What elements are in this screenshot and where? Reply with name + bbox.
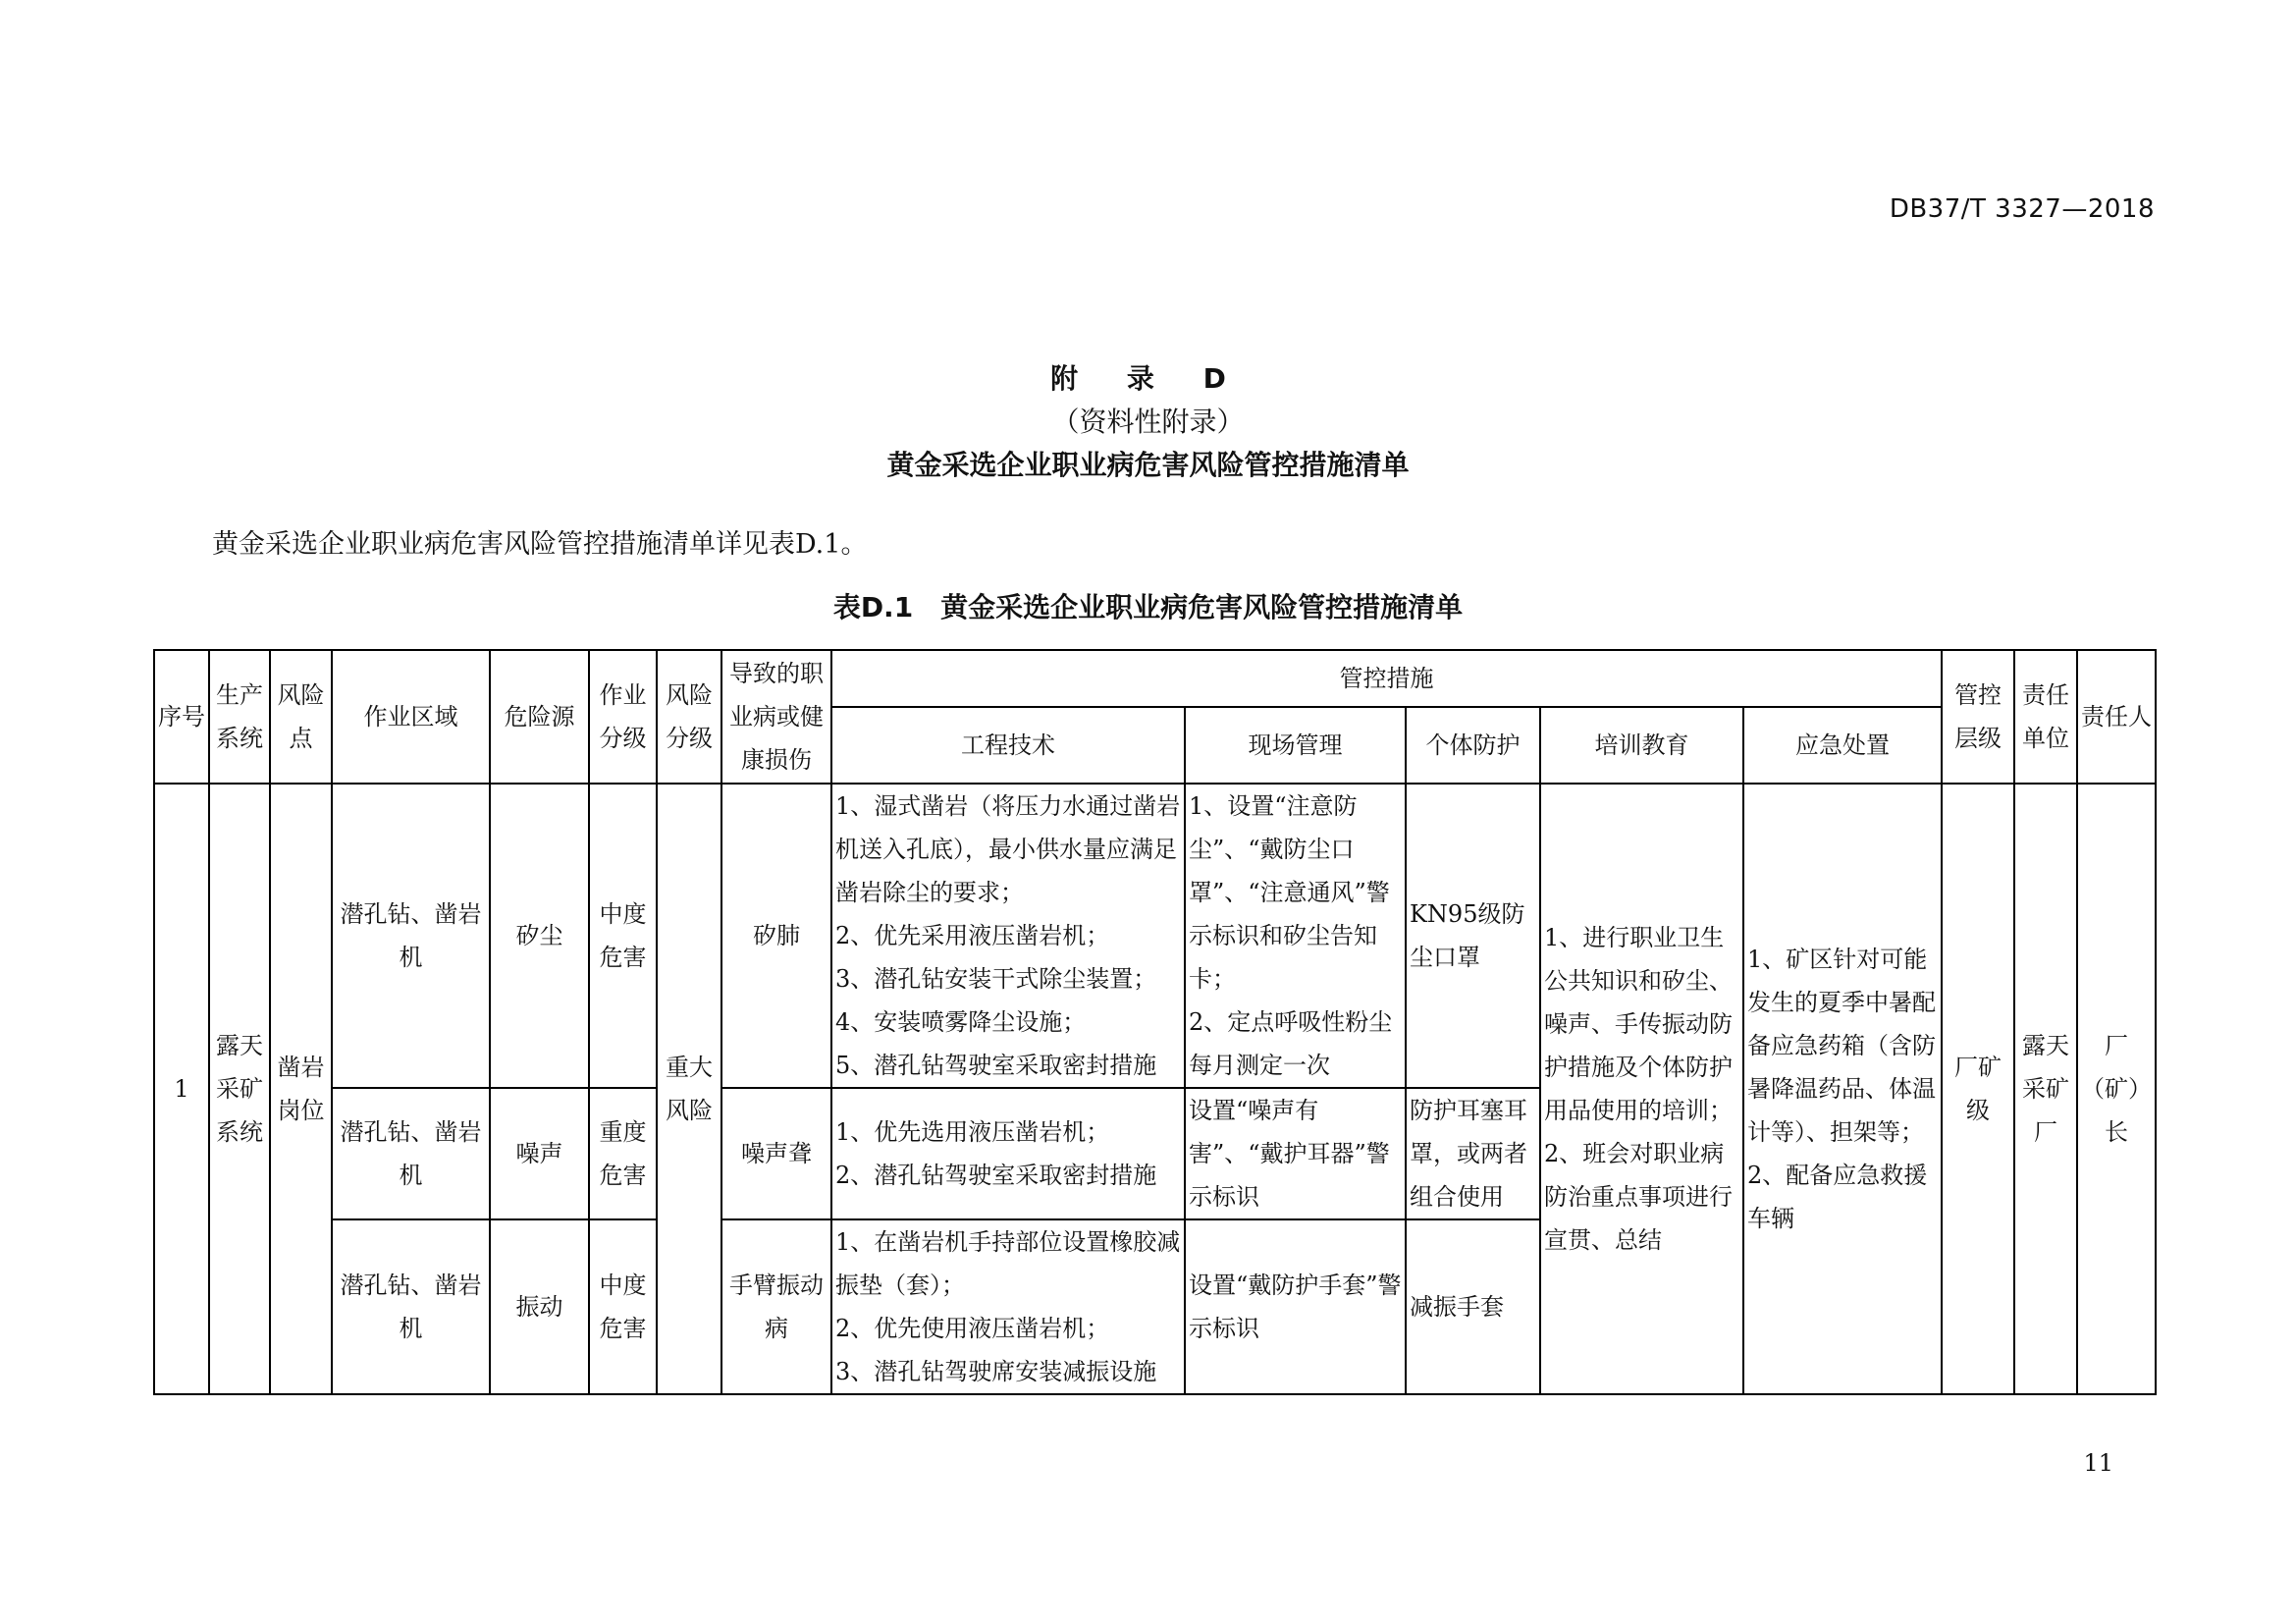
header-training: 培训教育 [1540,707,1743,784]
risk-control-table [153,649,2157,1395]
cell-training: 1、进行职业卫生公共知识和矽尘、噪声、手传振动防护措施及个体防护用品使用的培训；2、班会对职业病防治重点事项进行宣贯、总结 [1540,784,1743,1394]
cell-work-area: 潜孔钻、凿岩机 [332,784,490,1088]
engineering-line: 1、优先选用液压凿岩机； [835,1118,1110,1146]
header-site: 现场管理 [1185,707,1406,784]
cell-engineering [831,1219,1185,1394]
cell-work-area: 潜孔钻、凿岩机 [332,1219,490,1394]
appendix-subtitle: （资料性附录） [1051,406,1245,438]
engineering-line: 3、潜孔钻安装干式除尘装置； [835,965,1157,993]
cell-hazard: 矽尘 [490,784,589,1088]
document-code: DB37/T 3327—2018 [1889,194,2155,224]
cell-risk-grade: 重大风险 [657,784,721,1394]
cell-work-grade: 中度危害 [589,1219,657,1394]
site-line: 1、设置“注意防尘”、“戴防尘口罩”、“注意通风”警示标识和矽尘告知卡； [1189,792,1390,993]
cell-site [1185,1088,1406,1219]
appendix-name: 黄金采选企业职业病危害风险管控措施清单 [886,449,1410,481]
engineering-line: 3、潜孔钻驾驶席安装减振设施 [835,1358,1157,1385]
cell-unit: 露天采矿厂 [2014,784,2077,1394]
cell-disease: 手臂振动病 [721,1219,831,1394]
cell-person: 厂（矿）长 [2077,784,2156,1394]
appendix-title: 附 录 D [1050,362,1246,395]
header-control-level: 管控层级 [1942,650,2014,784]
intro-paragraph: 黄金采选企业职业病危害风险管控措施清单详见表D.1。 [212,529,868,560]
cell-ppe: 防护耳塞耳罩，或两者组合使用 [1406,1088,1540,1219]
engineering-line: 2、优先使用液压凿岩机； [835,1315,1110,1342]
cell-site [1185,1219,1406,1394]
engineering-line: 2、潜孔钻驾驶室采取密封措施 [835,1162,1157,1189]
table-row [154,784,2156,1088]
header-ppe: 个体防护 [1406,707,1540,784]
cell-risk-point: 凿岩岗位 [270,784,332,1394]
cell-hazard: 振动 [490,1219,589,1394]
table-caption: 表D.1 黄金采选企业职业病危害风险管控措施清单 [832,591,1464,623]
site-line: 2、定点呼吸性粉尘每月测定一次 [1189,1008,1393,1079]
cell-work-grade: 重度危害 [589,1088,657,1219]
page-number: 11 [2083,1449,2113,1477]
cell-control-level: 厂矿级 [1942,784,2014,1394]
header-measures: 管控措施 [831,650,1942,707]
header-risk-grade: 风险分级 [657,650,721,784]
site-line: 设置“噪声有害”、“戴护耳器”警示标识 [1189,1097,1390,1211]
header-disease: 导致的职业病或健康损伤 [721,650,831,784]
cell-work-grade: 中度危害 [589,784,657,1088]
engineering-line: 1、在凿岩机手持部位设置橡胶减振垫（套）； [835,1228,1181,1299]
engineering-line: 1、湿式凿岩（将压力水通过凿岩机送入孔底），最小供水量应满足凿岩除尘的要求； [835,792,1181,906]
site-line: 设置“戴防护手套”警示标识 [1189,1272,1402,1342]
header-hazard: 危险源 [490,650,589,784]
header-person: 责任人 [2077,650,2156,784]
header-engineering: 工程技术 [831,707,1185,784]
cell-emergency: 1、矿区针对可能发生的夏季中暑配备应急药箱（含防暑降温药品、体温计等）、担架等；2、配备应急救援车辆 [1743,784,1942,1394]
cell-work-area: 潜孔钻、凿岩机 [332,1088,490,1219]
engineering-line: 5、潜孔钻驾驶室采取密封措施 [835,1052,1157,1079]
cell-site [1185,784,1406,1088]
engineering-line: 4、安装喷雾降尘设施； [835,1008,1087,1036]
cell-disease: 噪声聋 [721,1088,831,1219]
cell-hazard: 噪声 [490,1088,589,1219]
header-work-area: 作业区域 [332,650,490,784]
header-work-grade: 作业分级 [589,650,657,784]
cell-seq: 1 [154,784,209,1394]
header-unit: 责任单位 [2014,650,2077,784]
header-seq: 序号 [154,650,209,784]
cell-engineering [831,1088,1185,1219]
cell-engineering [831,784,1185,1088]
header-emergency: 应急处置 [1743,707,1942,784]
engineering-line: 2、优先采用液压凿岩机； [835,922,1110,949]
cell-ppe: KN95级防尘口罩 [1406,784,1540,1088]
cell-disease: 矽肺 [721,784,831,1088]
header-risk-point: 风险点 [270,650,332,784]
cell-ppe: 减振手套 [1406,1219,1540,1394]
header-system: 生产系统 [209,650,270,784]
cell-system: 露天采矿系统 [209,784,270,1394]
